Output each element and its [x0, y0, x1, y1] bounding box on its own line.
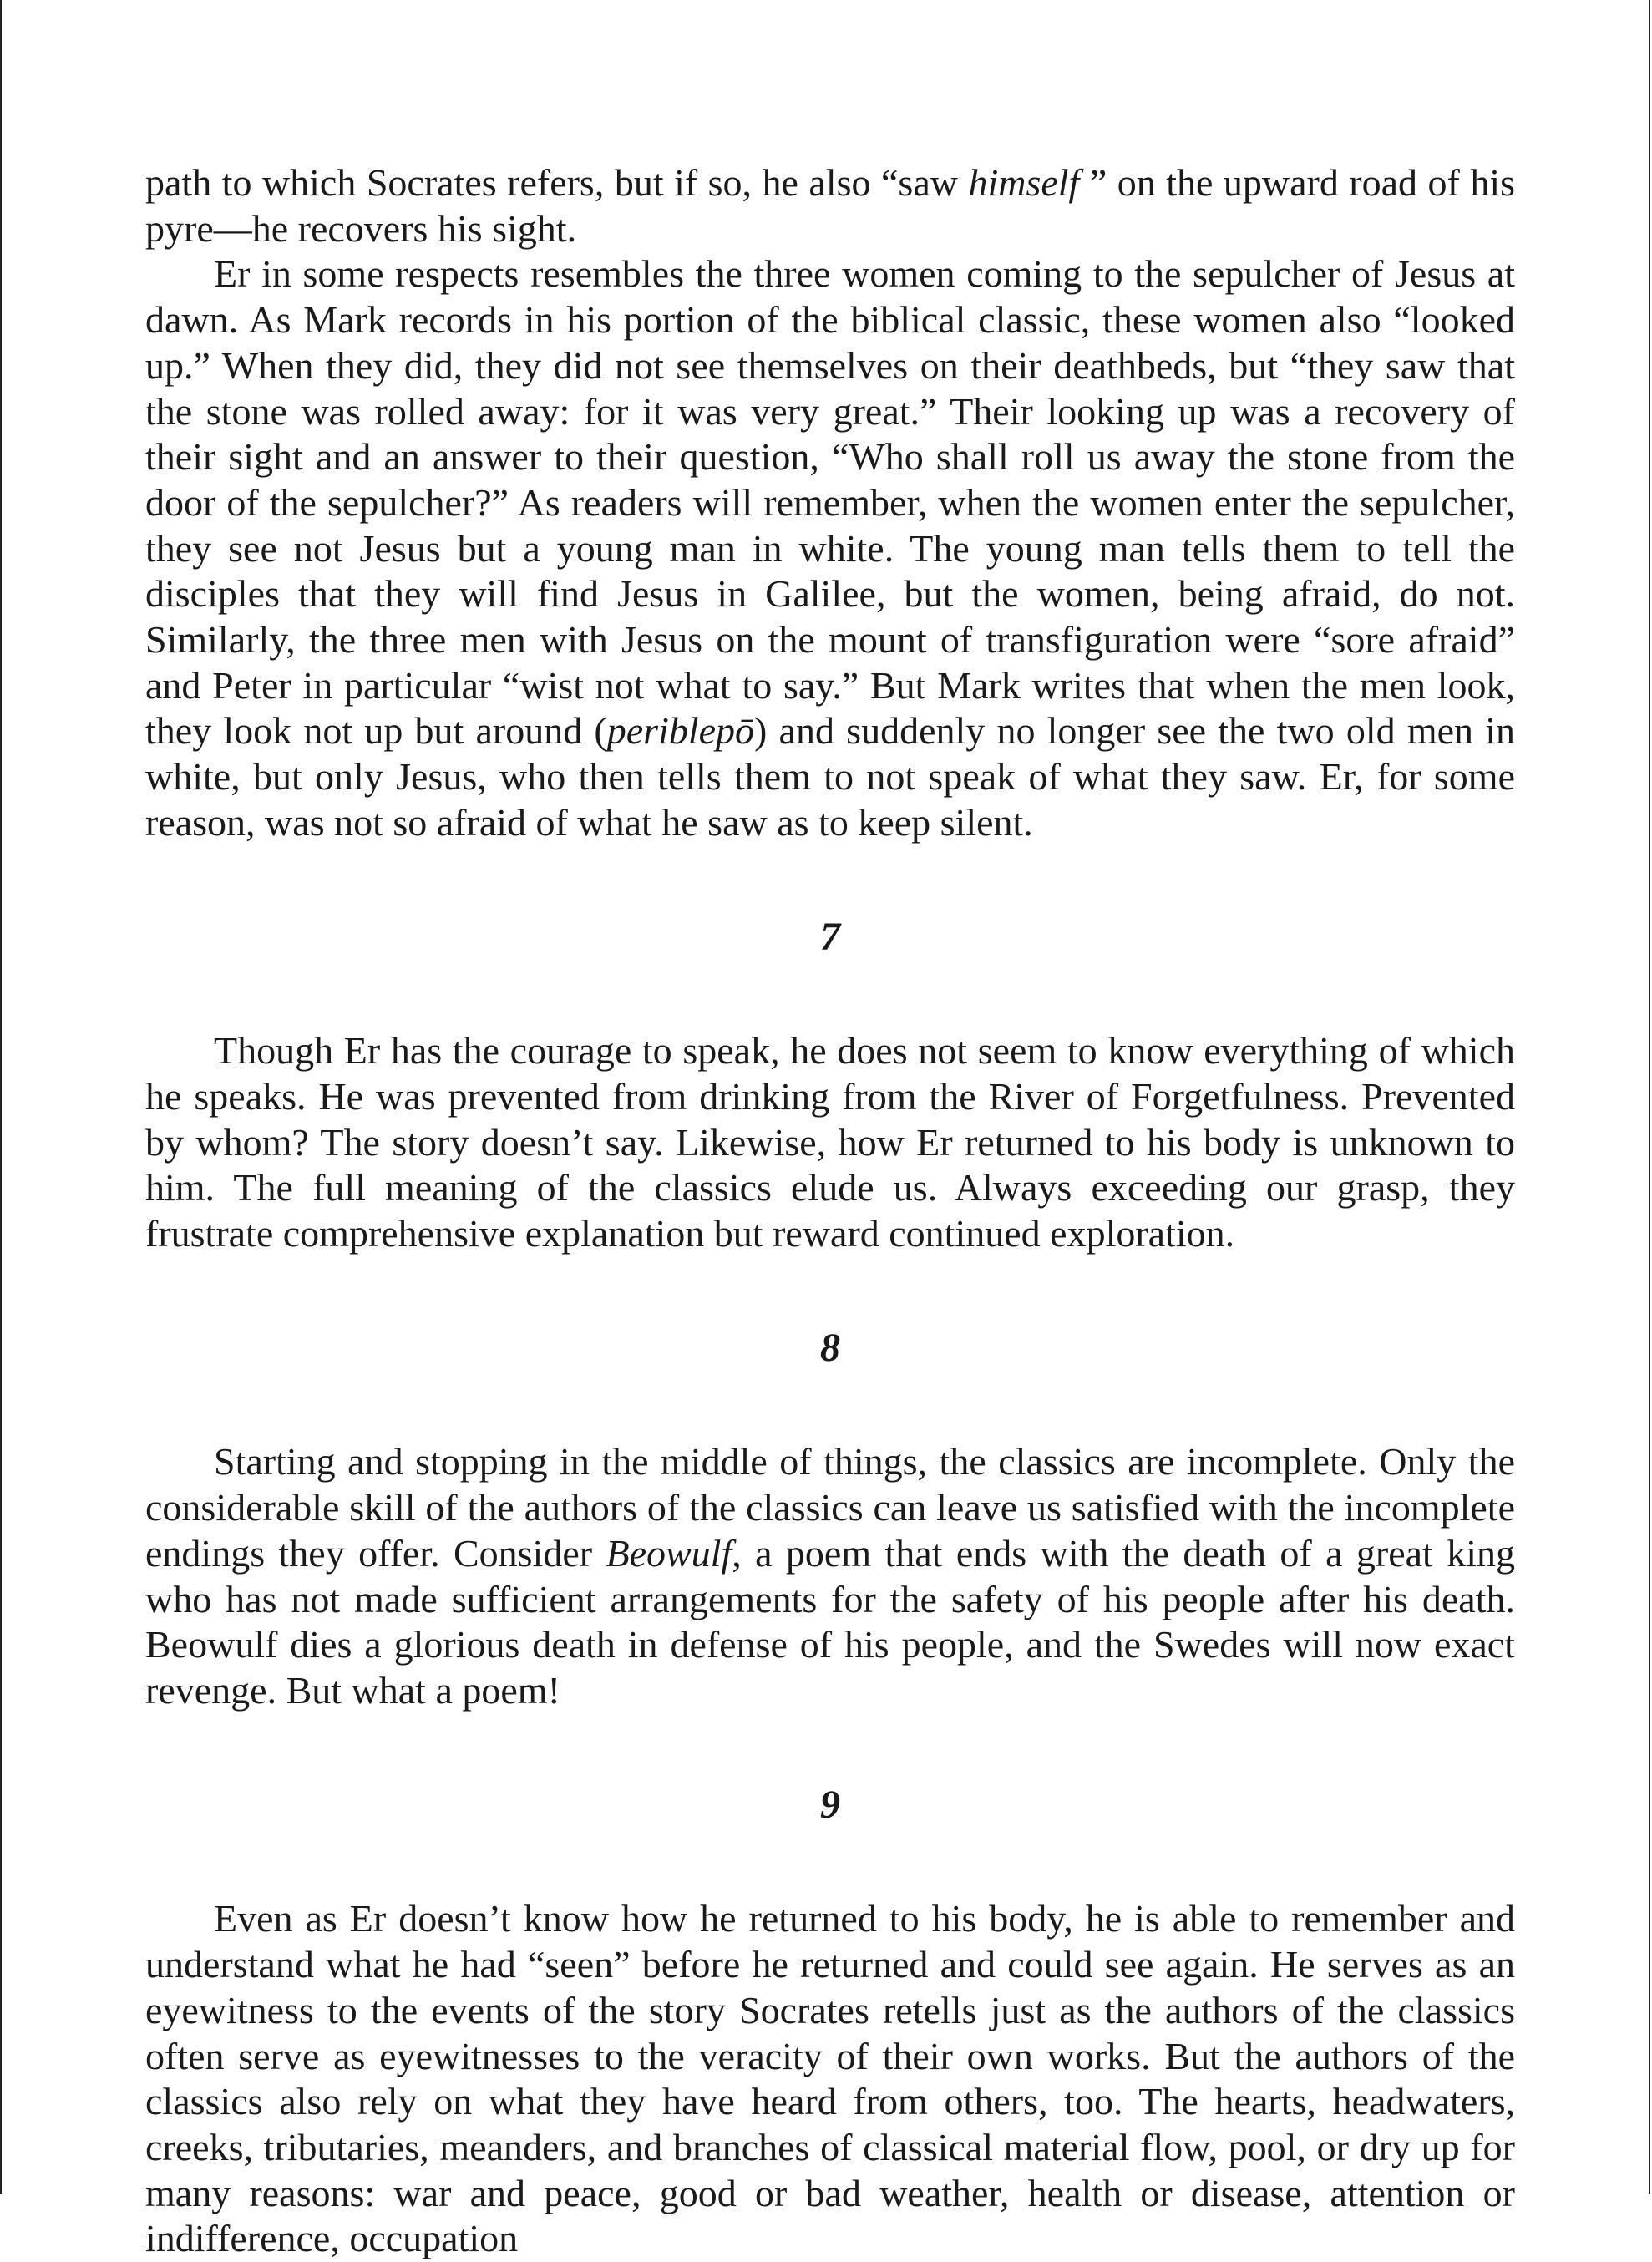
section-spacer [145, 1828, 1515, 1896]
section-number-7: 7 [820, 914, 840, 959]
section-spacer [145, 960, 1515, 1028]
text-segment: Even as Er doesn’t know how he returned to his body, he is able to remember and understand what he had “seen” before he returned and could see again. He serves as an eyewitness to the events of the story Socrates retells just as the authors of the classics often serve as eyewitnesses to the veracity of their own works. But the authors of the classics also rely on what they have heard from others, too. The hearts, headwaters, creeks, tributaries, meanders, and branches of classical material flow, pool, or dry up for many reasons: war and peace, good or bad weather, health or disease, attention or indifference, occupation [145, 1897, 1515, 2260]
section-spacer [145, 846, 1515, 915]
section-spacer [145, 1257, 1515, 1326]
page-text [145, 160, 1515, 2262]
section-number-8: 8 [820, 1325, 840, 1370]
text-segment-italic: himself [968, 161, 1080, 204]
paragraph-section-9 [145, 1896, 1515, 2262]
text-segment-italic: periblepō [606, 709, 755, 753]
paragraph-intro-1 [145, 160, 1515, 251]
text-segment: ” on the upward road of his pyre—he recovers his sight. [145, 161, 1516, 250]
text-segment: Starting and stopping in the middle of things, the classics are incomplete. Only the considerable skill of the authors of the classics can leave us satisfied with the incomplete endings they offer. Consider [145, 1440, 1515, 1575]
paragraph-section-7 [145, 1028, 1515, 1257]
text-segment: Though Er has the courage to speak, he does not seem to know everything of which he speaks. He was prevented from drinking from the River of Forgetfulness. Prevented by whom? The story doesn’t say. Likewise, how Er returned to his body is unknown to him. The full meaning of the classics elude us. Always exceeding our grasp, they frustrate comprehensive explanation but reward continued exploration. [145, 1029, 1515, 1255]
section-number-9: 9 [820, 1782, 840, 1827]
paragraph-section-8 [145, 1439, 1515, 1713]
text-segment-italic: Beowulf [606, 1531, 732, 1575]
paragraph-intro-2 [145, 251, 1515, 845]
text-segment: ) and suddenly no longer see the two old men in white, but only Jesus, who then tells them to not speak of what they saw. Er, for some reason, was not so afraid of what he saw as to keep silent. [145, 709, 1516, 844]
text-segment: path to which Socrates refers, but if so, he also “saw [145, 161, 969, 204]
text-segment: Er in some respects resembles the three women coming to the sepulcher of Jesus at dawn. As Mark records in his portion of the biblical classic, these women also “looked up.” When they did, they did not see themselves on their deathbeds, but “they saw that the stone was rolled away: for it was very great.” Their looking up was a recovery of their sight and an answer to their question, “Who shall roll us away the stone from the door of the sepulcher?” As readers will remember, when the women enter the sepulcher, they see not Jesus but a young man in white. The young man tells them to tell the disciples that they will find Jesus in Galilee, but the women, being afraid, do not. Similarly, the three men with Jesus on the mount of transfiguration were “sore afraid” and Peter in particular “wist not what to say.” But Mark writes that when the men look, they look not up but around ( [145, 252, 1515, 753]
section-spacer [145, 1371, 1515, 1439]
text-segment: , a poem that ends with the death of a great king who has not made sufficient arrangements for the safety of his people after his death. Beowulf dies a glorious death in defense of his people, and the Swedes will now exact revenge. But what a poem! [145, 1531, 1515, 1712]
section-spacer [145, 1714, 1515, 1783]
